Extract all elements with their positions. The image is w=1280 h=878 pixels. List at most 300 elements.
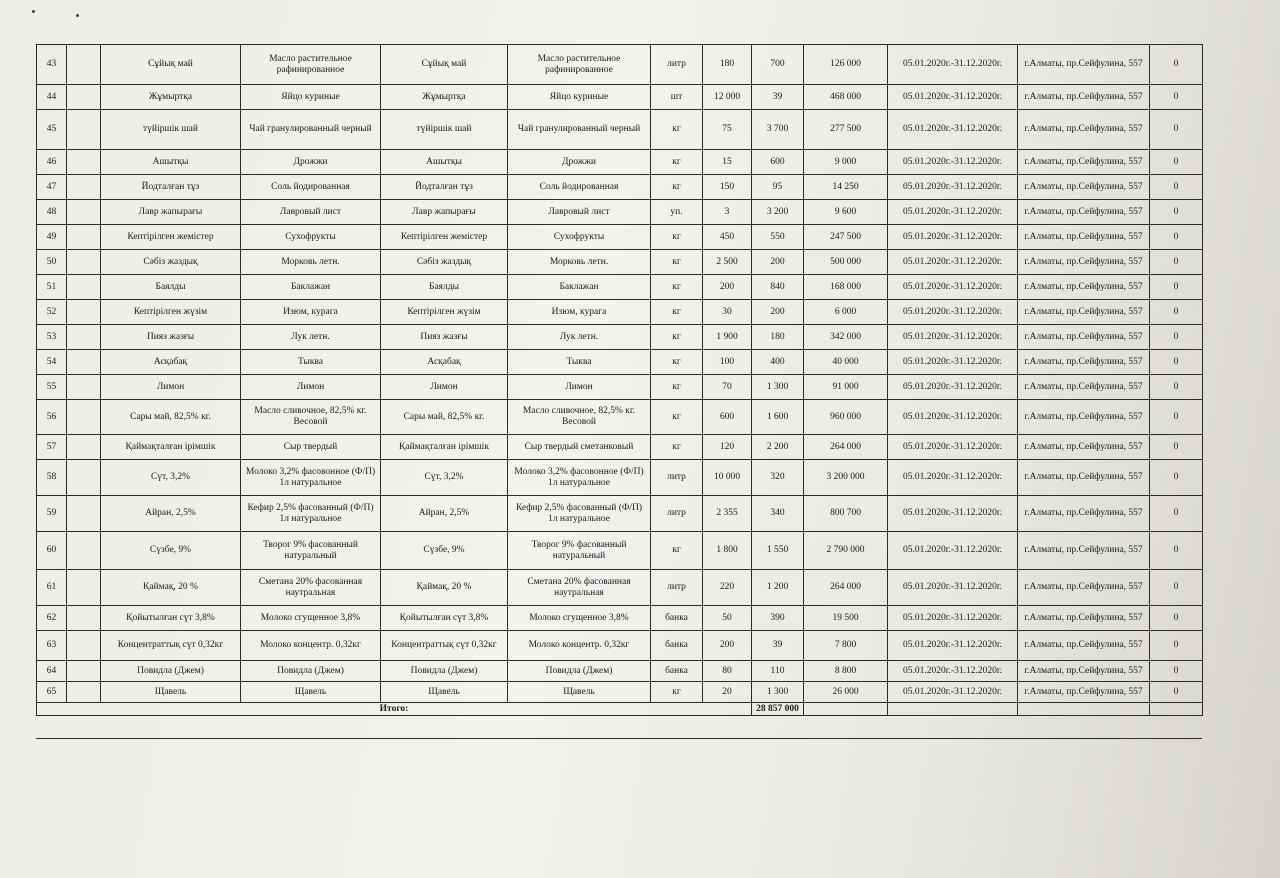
cell-empty: [67, 631, 101, 661]
cell-zero: 0: [1150, 275, 1203, 300]
cell-quantity: 75: [703, 110, 752, 150]
cell-name-kk: Сәбіз жаздық: [101, 250, 241, 275]
cell-address: г.Алматы, пр.Сейфулина, 557: [1018, 460, 1150, 496]
cell-name-ru: Лук летн.: [241, 325, 381, 350]
cell-name-ru: Морковь летн.: [241, 250, 381, 275]
cell-period: 05.01.2020г.-31.12.2020г.: [888, 532, 1018, 570]
cell-number: 56: [37, 400, 67, 435]
cell-address: г.Алматы, пр.Сейфулина, 557: [1018, 350, 1150, 375]
cell-sum: 3 200 000: [804, 460, 888, 496]
cell-address: г.Алматы, пр.Сейфулина, 557: [1018, 200, 1150, 225]
cell-name-ru-2: Масло сливочное, 82,5% кг. Весовой: [508, 400, 651, 435]
cell-period: 05.01.2020г.-31.12.2020г.: [888, 45, 1018, 85]
cell-empty: [67, 661, 101, 682]
cell-sum: 342 000: [804, 325, 888, 350]
cell-period: 05.01.2020г.-31.12.2020г.: [888, 570, 1018, 606]
cell-empty: [67, 496, 101, 532]
cell-empty: [67, 350, 101, 375]
cell-unit: кг: [651, 275, 703, 300]
cell-quantity: 70: [703, 375, 752, 400]
cell-number: 62: [37, 606, 67, 631]
cell-zero: 0: [1150, 496, 1203, 532]
cell-name-kk-2: Ашытқы: [381, 150, 508, 175]
table-body: [37, 45, 1203, 703]
cell-period: 05.01.2020г.-31.12.2020г.: [888, 375, 1018, 400]
total-empty-cell: [804, 703, 888, 716]
cell-address: г.Алматы, пр.Сейфулина, 557: [1018, 175, 1150, 200]
total-empty-cell: [1018, 703, 1150, 716]
total-sum: 28 857 000: [752, 703, 804, 716]
cell-sum: 247 500: [804, 225, 888, 250]
cell-period: 05.01.2020г.-31.12.2020г.: [888, 661, 1018, 682]
cell-price: 320: [752, 460, 804, 496]
cell-name-ru: Изюм, курага: [241, 300, 381, 325]
cell-name-kk: Асқабақ: [101, 350, 241, 375]
cell-unit: кг: [651, 110, 703, 150]
cell-empty: [67, 570, 101, 606]
cell-name-ru-2: Изюм, курага: [508, 300, 651, 325]
cell-name-kk: Лавр жапырағы: [101, 200, 241, 225]
cell-unit: шт: [651, 85, 703, 110]
cell-price: 39: [752, 85, 804, 110]
cell-name-ru: Молоко концентр. 0,32кг: [241, 631, 381, 661]
cell-unit: кг: [651, 175, 703, 200]
cell-quantity: 20: [703, 682, 752, 703]
table-row: [37, 682, 1203, 703]
table-row: [37, 496, 1203, 532]
table-row: [37, 110, 1203, 150]
cell-name-ru: Сметана 20% фасованная наутральная: [241, 570, 381, 606]
table-row: [37, 200, 1203, 225]
cell-quantity: 200: [703, 631, 752, 661]
cell-name-ru-2: Чай гранулированный черный: [508, 110, 651, 150]
cell-name-ru: Щавель: [241, 682, 381, 703]
cell-name-kk-2: Асқабақ: [381, 350, 508, 375]
cell-sum: 126 000: [804, 45, 888, 85]
cell-name-ru-2: Молоко сгущенное 3,8%: [508, 606, 651, 631]
cell-unit: кг: [651, 225, 703, 250]
cell-name-kk-2: Баялды: [381, 275, 508, 300]
cell-name-ru: Лавровый лист: [241, 200, 381, 225]
cell-sum: 9 000: [804, 150, 888, 175]
cell-number: 43: [37, 45, 67, 85]
cell-quantity: 180: [703, 45, 752, 85]
cell-price: 600: [752, 150, 804, 175]
cell-unit: кг: [651, 682, 703, 703]
cell-price: 340: [752, 496, 804, 532]
cell-name-ru-2: Морковь летн.: [508, 250, 651, 275]
cell-quantity: 150: [703, 175, 752, 200]
cell-number: 61: [37, 570, 67, 606]
cell-unit: кг: [651, 150, 703, 175]
cell-zero: 0: [1150, 350, 1203, 375]
cell-sum: 19 500: [804, 606, 888, 631]
cell-sum: 40 000: [804, 350, 888, 375]
cell-name-kk: Пияз жазғы: [101, 325, 241, 350]
cell-number: 47: [37, 175, 67, 200]
cell-empty: [67, 606, 101, 631]
cell-price: 180: [752, 325, 804, 350]
table-row: [37, 350, 1203, 375]
cell-address: г.Алматы, пр.Сейфулина, 557: [1018, 682, 1150, 703]
cell-number: 64: [37, 661, 67, 682]
cell-number: 51: [37, 275, 67, 300]
cell-unit: кг: [651, 375, 703, 400]
cell-name-kk-2: Кептірілген жемістер: [381, 225, 508, 250]
cell-period: 05.01.2020г.-31.12.2020г.: [888, 460, 1018, 496]
cell-number: 54: [37, 350, 67, 375]
cell-zero: 0: [1150, 532, 1203, 570]
cell-name-ru-2: Яйцо куриные: [508, 85, 651, 110]
cell-number: 49: [37, 225, 67, 250]
cell-zero: 0: [1150, 225, 1203, 250]
cell-sum: 168 000: [804, 275, 888, 300]
cell-quantity: 220: [703, 570, 752, 606]
cell-period: 05.01.2020г.-31.12.2020г.: [888, 400, 1018, 435]
cell-name-kk-2: Йодталған тұз: [381, 175, 508, 200]
cell-price: 3 700: [752, 110, 804, 150]
cell-quantity: 15: [703, 150, 752, 175]
cell-unit: кг: [651, 435, 703, 460]
cell-quantity: 120: [703, 435, 752, 460]
cell-name-ru: Масло растительное рафинированное: [241, 45, 381, 85]
cell-address: г.Алматы, пр.Сейфулина, 557: [1018, 250, 1150, 275]
cell-zero: 0: [1150, 85, 1203, 110]
cell-name-kk-2: Щавель: [381, 682, 508, 703]
cell-zero: 0: [1150, 110, 1203, 150]
cell-number: 60: [37, 532, 67, 570]
cell-address: г.Алматы, пр.Сейфулина, 557: [1018, 661, 1150, 682]
cell-price: 700: [752, 45, 804, 85]
cell-name-kk: Концентраттық сүт 0,32кг: [101, 631, 241, 661]
cell-name-ru: Баклажан: [241, 275, 381, 300]
cell-unit: банка: [651, 606, 703, 631]
cell-quantity: 2 500: [703, 250, 752, 275]
cell-name-kk: Сары май, 82,5% кг.: [101, 400, 241, 435]
cell-zero: 0: [1150, 606, 1203, 631]
cell-unit: кг: [651, 532, 703, 570]
cell-name-kk: Повидла (Джем): [101, 661, 241, 682]
cell-zero: 0: [1150, 435, 1203, 460]
cell-period: 05.01.2020г.-31.12.2020г.: [888, 110, 1018, 150]
cell-name-ru: Тыква: [241, 350, 381, 375]
cell-price: 110: [752, 661, 804, 682]
cell-empty: [67, 85, 101, 110]
cell-price: 200: [752, 250, 804, 275]
cell-name-ru-2: Повидла (Джем): [508, 661, 651, 682]
cell-number: 45: [37, 110, 67, 150]
cell-zero: 0: [1150, 45, 1203, 85]
table-row: [37, 300, 1203, 325]
cell-quantity: 10 000: [703, 460, 752, 496]
cell-price: 1 300: [752, 682, 804, 703]
cell-period: 05.01.2020г.-31.12.2020г.: [888, 175, 1018, 200]
cell-quantity: 12 000: [703, 85, 752, 110]
cell-price: 390: [752, 606, 804, 631]
cell-number: 44: [37, 85, 67, 110]
cell-name-kk: Қойытылған сүт 3,8%: [101, 606, 241, 631]
cell-name-kk-2: Қаймақталған ірімшік: [381, 435, 508, 460]
table-row: [37, 606, 1203, 631]
cell-address: г.Алматы, пр.Сейфулина, 557: [1018, 606, 1150, 631]
cell-zero: 0: [1150, 325, 1203, 350]
cell-price: 400: [752, 350, 804, 375]
cell-sum: 800 700: [804, 496, 888, 532]
table-bottom-rule: [36, 738, 1202, 739]
cell-empty: [67, 175, 101, 200]
table-row: [37, 45, 1203, 85]
cell-name-kk: Йодталған тұз: [101, 175, 241, 200]
table-row: [37, 400, 1203, 435]
cell-empty: [67, 200, 101, 225]
paper-speck: [32, 10, 35, 13]
cell-name-kk-2: түйіршік шай: [381, 110, 508, 150]
cell-unit: литр: [651, 496, 703, 532]
cell-name-ru: Сухофрукты: [241, 225, 381, 250]
cell-quantity: 100: [703, 350, 752, 375]
cell-empty: [67, 300, 101, 325]
cell-empty: [67, 325, 101, 350]
cell-address: г.Алматы, пр.Сейфулина, 557: [1018, 150, 1150, 175]
cell-price: 3 200: [752, 200, 804, 225]
cell-name-kk: Қаймақталған ірімшік: [101, 435, 241, 460]
cell-period: 05.01.2020г.-31.12.2020г.: [888, 496, 1018, 532]
cell-name-kk: Сүт, 3,2%: [101, 460, 241, 496]
cell-name-kk-2: Сүзбе, 9%: [381, 532, 508, 570]
cell-sum: 264 000: [804, 570, 888, 606]
cell-name-ru: Молоко 3,2% фасовонное (Ф/П) 1л натуральное: [241, 460, 381, 496]
table-row: [37, 661, 1203, 682]
cell-quantity: 80: [703, 661, 752, 682]
total-empty-cell: [888, 703, 1018, 716]
cell-name-kk-2: Повидла (Джем): [381, 661, 508, 682]
cell-name-kk: Баялды: [101, 275, 241, 300]
cell-zero: 0: [1150, 682, 1203, 703]
cell-address: г.Алматы, пр.Сейфулина, 557: [1018, 225, 1150, 250]
cell-unit: литр: [651, 570, 703, 606]
cell-empty: [67, 225, 101, 250]
table-row: [37, 250, 1203, 275]
table-row: [37, 175, 1203, 200]
cell-name-kk-2: Сұйық май: [381, 45, 508, 85]
cell-name-kk-2: Қойытылған сүт 3,8%: [381, 606, 508, 631]
cell-name-ru-2: Щавель: [508, 682, 651, 703]
cell-sum: 468 000: [804, 85, 888, 110]
cell-name-kk: түйіршік шай: [101, 110, 241, 150]
cell-empty: [67, 682, 101, 703]
cell-price: 1 200: [752, 570, 804, 606]
cell-address: г.Алматы, пр.Сейфулина, 557: [1018, 375, 1150, 400]
cell-sum: 26 000: [804, 682, 888, 703]
cell-price: 550: [752, 225, 804, 250]
cell-quantity: 1 900: [703, 325, 752, 350]
cell-empty: [67, 400, 101, 435]
cell-unit: литр: [651, 45, 703, 85]
table-row: [37, 532, 1203, 570]
cell-zero: 0: [1150, 460, 1203, 496]
cell-number: 50: [37, 250, 67, 275]
cell-number: 53: [37, 325, 67, 350]
cell-empty: [67, 250, 101, 275]
cell-period: 05.01.2020г.-31.12.2020г.: [888, 300, 1018, 325]
cell-sum: 500 000: [804, 250, 888, 275]
cell-empty: [67, 532, 101, 570]
cell-address: г.Алматы, пр.Сейфулина, 557: [1018, 631, 1150, 661]
cell-unit: банка: [651, 661, 703, 682]
cell-period: 05.01.2020г.-31.12.2020г.: [888, 225, 1018, 250]
cell-number: 57: [37, 435, 67, 460]
cell-zero: 0: [1150, 200, 1203, 225]
cell-period: 05.01.2020г.-31.12.2020г.: [888, 325, 1018, 350]
cell-name-kk-2: Айран, 2,5%: [381, 496, 508, 532]
cell-name-ru-2: Сухофрукты: [508, 225, 651, 250]
cell-sum: 277 500: [804, 110, 888, 150]
cell-quantity: 450: [703, 225, 752, 250]
paper-speck: [76, 14, 79, 17]
cell-name-ru-2: Сметана 20% фасованная наутральная: [508, 570, 651, 606]
cell-number: 55: [37, 375, 67, 400]
cell-name-ru: Яйцо куриные: [241, 85, 381, 110]
cell-name-kk: Кептірілген жемістер: [101, 225, 241, 250]
procurement-table: [36, 44, 1203, 716]
cell-quantity: 2 355: [703, 496, 752, 532]
cell-name-kk-2: Сары май, 82,5% кг.: [381, 400, 508, 435]
cell-name-kk-2: Сәбіз жаздық: [381, 250, 508, 275]
cell-address: г.Алматы, пр.Сейфулина, 557: [1018, 275, 1150, 300]
cell-name-ru: Лимон: [241, 375, 381, 400]
cell-zero: 0: [1150, 661, 1203, 682]
table-row: [37, 275, 1203, 300]
table-row: [37, 150, 1203, 175]
cell-name-ru-2: Дрожжи: [508, 150, 651, 175]
cell-price: 1 550: [752, 532, 804, 570]
cell-quantity: 1 800: [703, 532, 752, 570]
cell-address: г.Алматы, пр.Сейфулина, 557: [1018, 45, 1150, 85]
total-empty-cell: [1150, 703, 1203, 716]
cell-name-kk: Жұмыртқа: [101, 85, 241, 110]
cell-name-kk-2: Кептірілген жүзім: [381, 300, 508, 325]
cell-address: г.Алматы, пр.Сейфулина, 557: [1018, 110, 1150, 150]
cell-empty: [67, 460, 101, 496]
cell-price: 2 200: [752, 435, 804, 460]
table-row: [37, 225, 1203, 250]
cell-number: 52: [37, 300, 67, 325]
total-row: [37, 703, 1203, 716]
table-row: [37, 460, 1203, 496]
cell-quantity: 30: [703, 300, 752, 325]
cell-number: 65: [37, 682, 67, 703]
cell-quantity: 3: [703, 200, 752, 225]
cell-address: г.Алматы, пр.Сейфулина, 557: [1018, 85, 1150, 110]
cell-name-ru: Кефир 2,5% фасованный (Ф/П) 1л натуральное: [241, 496, 381, 532]
table-row: [37, 375, 1203, 400]
table-row: [37, 570, 1203, 606]
cell-name-ru: Соль йодированная: [241, 175, 381, 200]
cell-name-kk-2: Лавр жапырағы: [381, 200, 508, 225]
cell-address: г.Алматы, пр.Сейфулина, 557: [1018, 435, 1150, 460]
cell-zero: 0: [1150, 375, 1203, 400]
cell-sum: 2 790 000: [804, 532, 888, 570]
cell-number: 58: [37, 460, 67, 496]
cell-address: г.Алматы, пр.Сейфулина, 557: [1018, 300, 1150, 325]
cell-period: 05.01.2020г.-31.12.2020г.: [888, 85, 1018, 110]
cell-empty: [67, 435, 101, 460]
cell-sum: 14 250: [804, 175, 888, 200]
cell-price: 95: [752, 175, 804, 200]
cell-name-ru-2: Кефир 2,5% фасованный (Ф/П) 1л натуральное: [508, 496, 651, 532]
cell-name-ru-2: Баклажан: [508, 275, 651, 300]
cell-name-kk: Сүзбе, 9%: [101, 532, 241, 570]
cell-zero: 0: [1150, 300, 1203, 325]
cell-zero: 0: [1150, 631, 1203, 661]
cell-name-kk: Щавель: [101, 682, 241, 703]
cell-address: г.Алматы, пр.Сейфулина, 557: [1018, 570, 1150, 606]
cell-period: 05.01.2020г.-31.12.2020г.: [888, 631, 1018, 661]
cell-name-kk-2: Пияз жазғы: [381, 325, 508, 350]
cell-sum: 264 000: [804, 435, 888, 460]
cell-name-ru-2: Лук летн.: [508, 325, 651, 350]
cell-name-kk: Айран, 2,5%: [101, 496, 241, 532]
cell-period: 05.01.2020г.-31.12.2020г.: [888, 606, 1018, 631]
cell-name-kk-2: Лимон: [381, 375, 508, 400]
cell-name-ru: Повидла (Джем): [241, 661, 381, 682]
cell-address: г.Алматы, пр.Сейфулина, 557: [1018, 400, 1150, 435]
cell-sum: 7 800: [804, 631, 888, 661]
cell-name-ru-2: Лимон: [508, 375, 651, 400]
cell-name-ru-2: Молоко 3,2% фасовонное (Ф/П) 1л натуральное: [508, 460, 651, 496]
total-label: Итого:: [37, 703, 752, 716]
cell-period: 05.01.2020г.-31.12.2020г.: [888, 435, 1018, 460]
cell-period: 05.01.2020г.-31.12.2020г.: [888, 150, 1018, 175]
cell-period: 05.01.2020г.-31.12.2020г.: [888, 200, 1018, 225]
cell-quantity: 600: [703, 400, 752, 435]
cell-quantity: 200: [703, 275, 752, 300]
cell-number: 46: [37, 150, 67, 175]
cell-name-kk: Сұйық май: [101, 45, 241, 85]
cell-name-ru: Масло сливочное, 82,5% кг. Весовой: [241, 400, 381, 435]
cell-name-ru: Чай гранулированный черный: [241, 110, 381, 150]
cell-period: 05.01.2020г.-31.12.2020г.: [888, 275, 1018, 300]
cell-sum: 9 600: [804, 200, 888, 225]
cell-name-kk-2: Сүт, 3,2%: [381, 460, 508, 496]
cell-zero: 0: [1150, 150, 1203, 175]
cell-name-ru: Молоко сгущенное 3,8%: [241, 606, 381, 631]
cell-name-ru-2: Молоко концентр. 0,32кг: [508, 631, 651, 661]
cell-zero: 0: [1150, 175, 1203, 200]
cell-unit: уп.: [651, 200, 703, 225]
cell-quantity: 50: [703, 606, 752, 631]
cell-zero: 0: [1150, 250, 1203, 275]
cell-unit: банка: [651, 631, 703, 661]
cell-unit: кг: [651, 350, 703, 375]
table-row: [37, 325, 1203, 350]
table-row: [37, 435, 1203, 460]
cell-period: 05.01.2020г.-31.12.2020г.: [888, 682, 1018, 703]
cell-empty: [67, 45, 101, 85]
cell-name-kk-2: Концентраттық сүт 0,32кг: [381, 631, 508, 661]
cell-name-kk: Кептірілген жүзім: [101, 300, 241, 325]
cell-name-ru: Творог 9% фасованный натуральный: [241, 532, 381, 570]
table-row: [37, 85, 1203, 110]
cell-unit: литр: [651, 460, 703, 496]
cell-price: 1 300: [752, 375, 804, 400]
cell-name-ru: Дрожжи: [241, 150, 381, 175]
cell-period: 05.01.2020г.-31.12.2020г.: [888, 250, 1018, 275]
cell-period: 05.01.2020г.-31.12.2020г.: [888, 350, 1018, 375]
cell-number: 59: [37, 496, 67, 532]
cell-name-kk-2: Жұмыртқа: [381, 85, 508, 110]
cell-name-ru-2: Соль йодированная: [508, 175, 651, 200]
